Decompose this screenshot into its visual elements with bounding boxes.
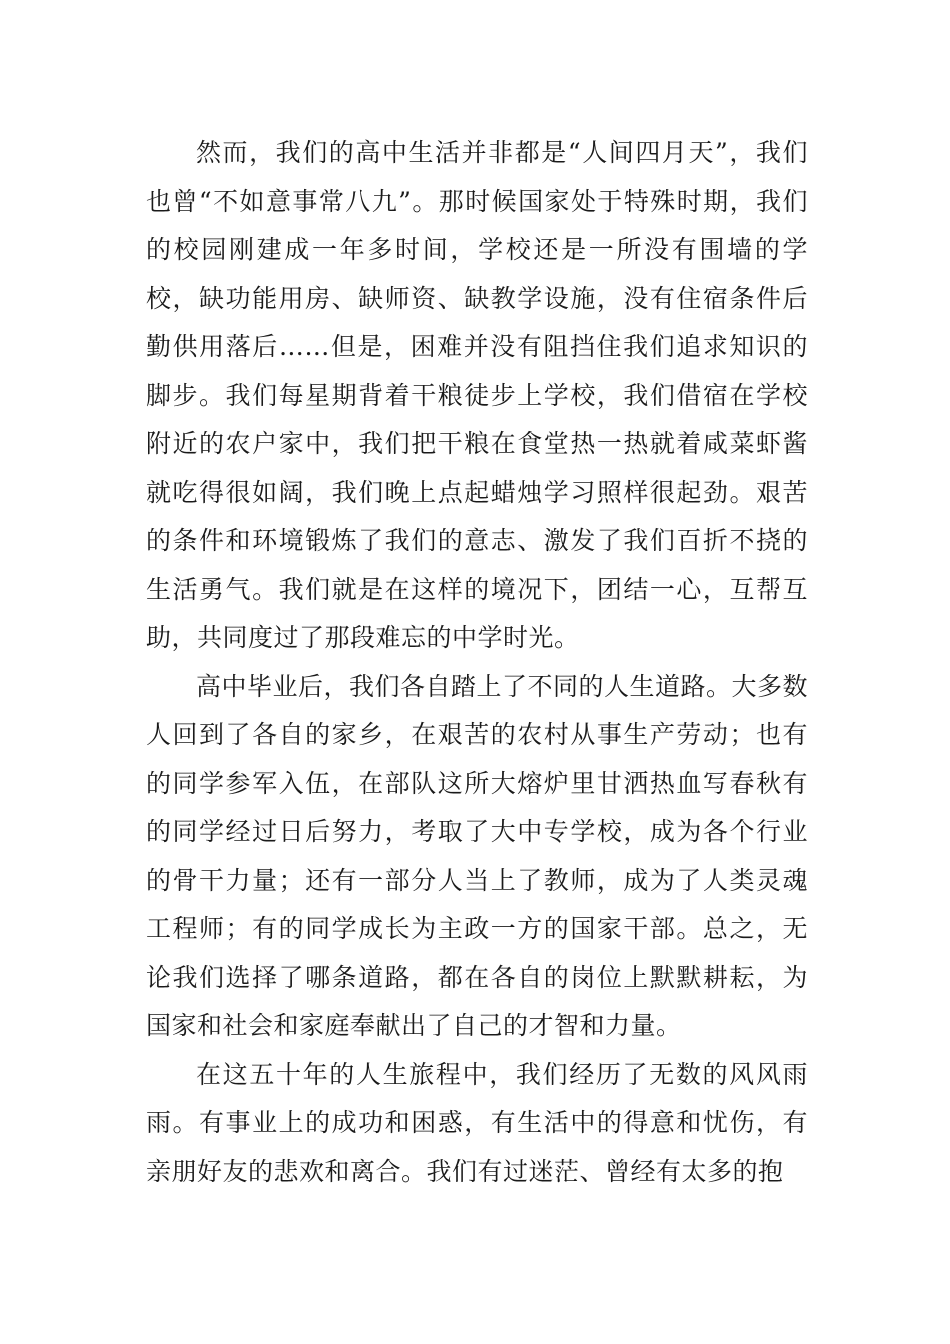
paragraph-fifty-years: 在这五十年的人生旅程中，我们经历了无数的风风雨雨。有事业上的成功和困惑，有生活中的得意和忧伤，有亲朋好友的悲欢和离合。我们有过迷茫、曾经有太多的抱 — [146, 1059, 808, 1186]
paragraph-after-graduation: 高中毕业后，我们各自踏上了不同的人生道路。大多数人回到了各自的家乡，在艰苦的农村从事生产劳动；也有的同学参军入伍，在部队这所大熔炉里甘洒热血写春秋有的同学经过日后努力，考取了大中专学校，成为各个行业的骨干力量；还有一部分人当上了教师，成为了人类灵魂工程师；有的同学成长为主政一方的国家干部。总之，无论我们选择了哪条道路，都在各自的岗位上默默耕耘，为国家和社会和家庭奉献出了自己的才智和力量。 — [146, 671, 809, 1040]
document-body — [146, 129, 808, 1196]
paragraph-hardships: 然而，我们的高中生活并非都是“人间四月天”，我们也曾“不如意事常八九”。那时候国家处于特殊时期，我们的校园刚建成一年多时间，学校还是一所没有围墙的学校，缺功能用房、缺师资、缺教学设施，没有住宿条件后勤供用落后……但是，困难并没有阻挡住我们追求知识的脚步。我们每星期背着干粮徒步上学校，我们借宿在学校附近的农户家中，我们把干粮在食堂热一热就着咸菜虾酱就吃得很如阔，我们晚上点起蜡烛学习照样很起劲。艰苦的条件和环境锻炼了我们的意志、激发了我们百折不挠的生活勇气。我们就是在这样的境况下，团结一心，互帮互助，共同度过了那段难忘的中学时光。 — [146, 138, 808, 652]
